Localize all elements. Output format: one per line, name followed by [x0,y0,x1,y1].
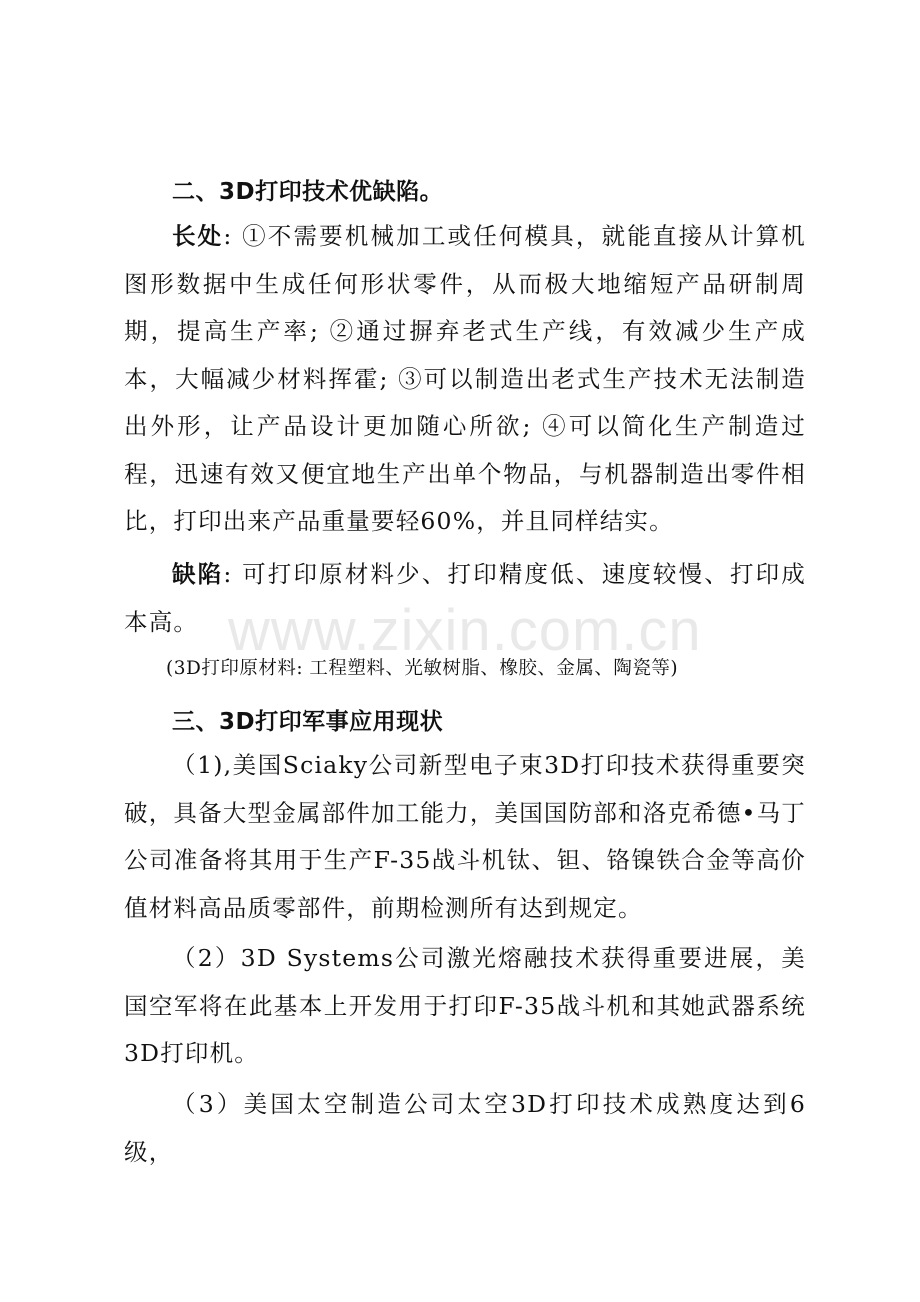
defects-label: 缺陷 [172,560,224,588]
section-3-item-2: （2）3D Systems公司激光熔融技术获得重要进展，美国空军将在此基本上开发用于打印F-35战斗机和其她武器系统3D打印机。 [124,944,806,1067]
defects-text: : 可打印原材料少、打印精度低、速度较慢、打印成本高。 [124,560,807,636]
defects-paragraph [124,551,806,646]
section-3-heading: 三、3D打印军事应用现状 [172,709,444,735]
section-2-heading: 二、3D打印技术优缺陷。 [172,179,444,205]
watermark: www.zixin.com.cn [228,598,702,663]
materials-note: (3D打印原材料: 工程塑料、光敏树脂、橡胶、金属、陶瓷等) [166,658,679,679]
advantages-label: 长处 [172,222,224,250]
advantages-text: : ①不需要机械加工或任何模具，就能直接从计算机图形数据中生成任何形状零件，从而极大地缩短产品研制周期，提高生产率; ②通过摒弃老式生产线，有效减少生产成本，大幅减少材料挥霍; ③可以制造出老式生产技术无法制造出外形，让产品设计更加随心所欲; ④可以简化生产制造过程，迅速有效又便宜地生产出单个物品，与机器制造出零件相比，打印出来产品重量要轻60%，并且同样结实。 [124,222,807,535]
advantages-paragraph [124,213,806,546]
section-3-item-3: （3）美国太空制造公司太空3D打印技术成熟度达到6级， [124,1090,806,1166]
section-3-item-1: （1),美国Sciaky公司新型电子束3D打印技术获得重要突破，具备大型金属部件加工能力，美国国防部和洛克希德•马丁公司准备将其用于生产F-35战斗机钛、钽、铬镍铁合金等高价值材料高品质零部件，前期检测所有达到规定。 [124,751,806,922]
